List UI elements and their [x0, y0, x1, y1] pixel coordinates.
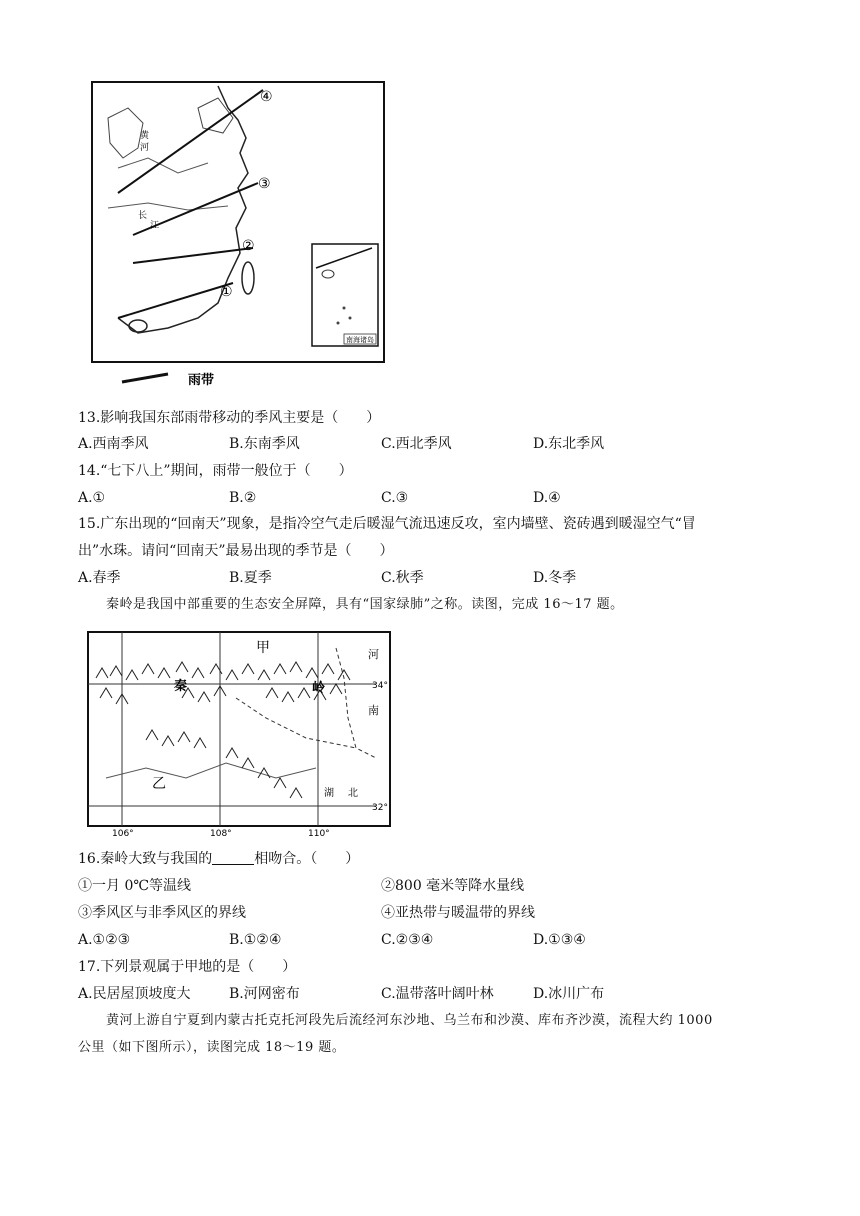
q16-item-2: ②800 毫米等降水量线 [381, 878, 525, 894]
q16-stem [78, 849, 359, 869]
q15-stem-line1: 15.广东出现的“回南天”现象，是指冷空气走后暖湿气流迅速反攻，室内墙壁、瓷砖遇到暖湿空气“冒 [78, 516, 696, 532]
label-bei: 北 [348, 788, 358, 799]
q16-option-b[interactable]: B.①②④ [229, 932, 282, 948]
q14-option-b[interactable]: B.② [229, 490, 257, 506]
yellow-river-intro-line1: 黄河上游自宁夏到内蒙古托克托河段先后流经河东沙地、乌兰布和沙漠、库布齐沙漠，流程大约 1000 [106, 1013, 713, 1028]
q13-option-a[interactable]: A.西南季风 [78, 436, 149, 452]
label-yi: 乙 [152, 776, 166, 792]
q16-item-1: ①一月 0℃等温线 [78, 878, 192, 894]
belt-label-1: ① [220, 284, 233, 300]
q16-option-a[interactable]: A.①②③ [78, 932, 131, 948]
q17-option-d[interactable]: D.冰川广布 [533, 986, 605, 1002]
q17-option-c[interactable]: C.温带落叶阔叶林 [381, 986, 494, 1002]
q16-item-3: ③季风区与非季风区的界线 [78, 905, 246, 921]
label-ling: 岭 [312, 681, 326, 696]
q15-option-a[interactable]: A.春季 [78, 570, 121, 586]
q15-stem-line2: 出”水珠。请问“回南天”最易出现的季节是（ ） [78, 543, 394, 559]
qinling-map [86, 628, 396, 838]
q16-blank[interactable] [212, 850, 254, 865]
rain-belt-map-figure [88, 78, 388, 388]
label-hu: 湖 [324, 788, 334, 799]
qinling-intro: 秦岭是我国中部重要的生态安全屏障，具有“国家绿肺”之称。读图，完成 16～17 题。 [106, 597, 624, 612]
belt-label-3: ③ [258, 176, 271, 192]
q17-stem: 17.下列景观属于甲地的是（ ） [78, 959, 297, 975]
q14-option-a[interactable]: A.① [78, 490, 106, 506]
q15-option-c[interactable]: C.秋季 [381, 570, 424, 586]
yellow-river-intro-line2: 公里（如下图所示），读图完成 18～19 题。 [78, 1040, 346, 1055]
belt-label-2: ② [242, 238, 255, 254]
q16-option-c[interactable]: C.②③④ [381, 932, 434, 948]
legend-label: 雨带 [188, 373, 215, 388]
river-label-he: 河 [140, 143, 150, 153]
river-label-huang: 黄 [140, 131, 150, 141]
q14-stem: 14.“七下八上”期间，雨带一般位于（ ） [78, 463, 353, 479]
river-label-chang: 长 [138, 211, 148, 221]
lat-label-32: 32° [372, 803, 388, 813]
qinling-map-figure [86, 628, 396, 838]
q16-stem-post: 相吻合。（ ） [254, 851, 360, 867]
label-jia: 甲 [256, 640, 270, 656]
q13-option-d[interactable]: D.东北季风 [533, 436, 605, 452]
q13-option-b[interactable]: B.东南季风 [229, 436, 300, 452]
lon-label-106: 106° [112, 829, 134, 838]
lon-label-110: 110° [308, 829, 330, 838]
q15-option-b[interactable]: B.夏季 [229, 570, 272, 586]
q14-option-d[interactable]: D.④ [533, 490, 561, 506]
lat-label-34: 34° [372, 681, 388, 691]
q16-item-4: ④亚热带与暖温带的界线 [381, 905, 535, 921]
q17-option-a[interactable]: A.民居屋顶坡度大 [78, 986, 191, 1002]
q16-stem-pre: 16.秦岭大致与我国的 [78, 851, 213, 867]
q17-option-b[interactable]: B.河网密布 [229, 986, 300, 1002]
q13-stem: 13.影响我国东部雨带移动的季风主要是（ ） [78, 410, 381, 426]
belt-label-4: ④ [260, 89, 273, 105]
q14-option-c[interactable]: C.③ [381, 490, 409, 506]
q16-option-d[interactable]: D.①③④ [533, 932, 586, 948]
river-label-jiang: 江 [150, 221, 160, 231]
q13-option-c[interactable]: C.西北季风 [381, 436, 452, 452]
label-nan: 南 [368, 704, 379, 717]
label-qin: 秦 [174, 679, 188, 694]
label-he: 河 [368, 648, 379, 661]
lon-label-108: 108° [210, 829, 232, 838]
q15-option-d[interactable]: D.冬季 [533, 570, 577, 586]
inset-label: 南海诸岛 [346, 336, 374, 344]
rain-belt-map [88, 78, 388, 388]
